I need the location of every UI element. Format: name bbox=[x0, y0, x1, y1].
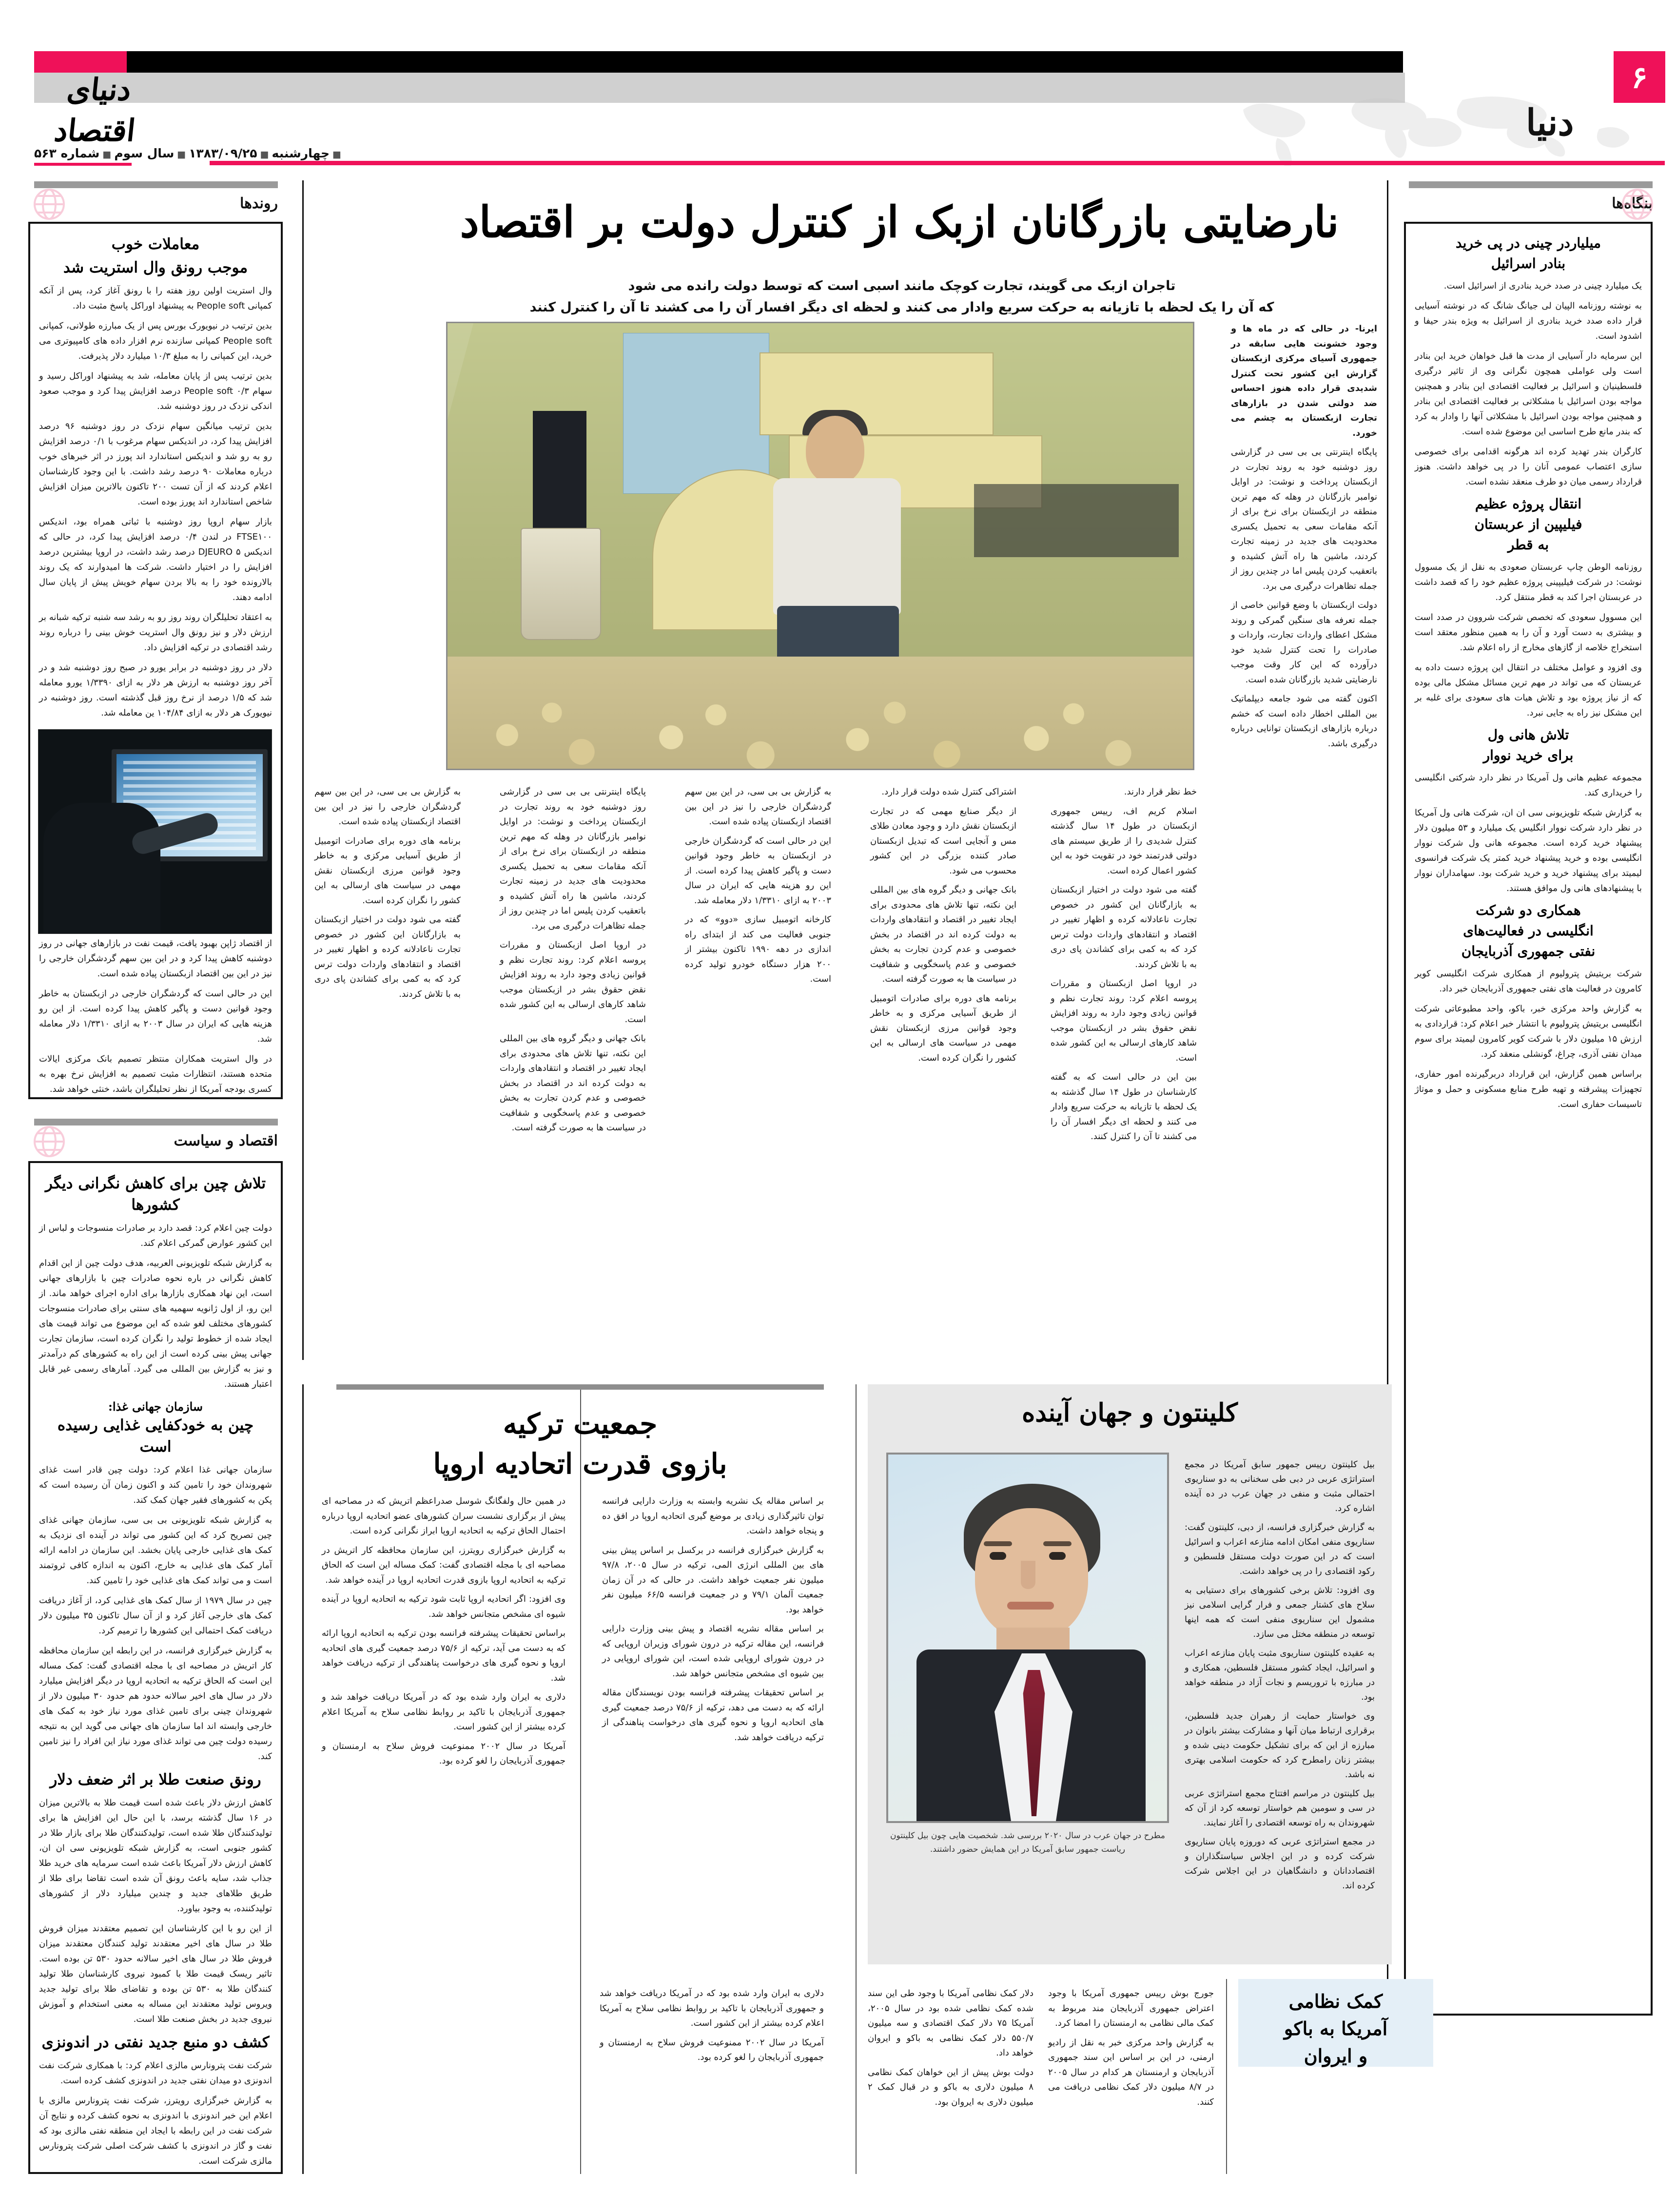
paragraph: در اروپا اصل ازبکستان و مقررات پروسه اعلام کرد: روند تجارت نظم و قوانین زیادی وجود دارد به روند افزایش نقض حقوق بشر در ازبکستان موجب شاهد کارهای ارسالی به این کشور شده است. bbox=[1051, 978, 1197, 1063]
silhouette bbox=[43, 803, 160, 934]
article-paragraph: بدین ترتیب در نیویورک بورس پس از یک مبارزه طولانی، کمپانی People soft کمپانی سازنده نرم افزار داده های کامپیوتری می خرید، این کمپانی را به مبلغ ۱۰/۳ میلیارد دلار پذیرفت. bbox=[39, 321, 273, 361]
sidebar-title-line2: فیلیپین از عربستان bbox=[1474, 516, 1582, 532]
kicker-companies bbox=[1409, 181, 1653, 212]
article-paragraph: دلار در روز دوشنبه در برابر یورو در صبح روز دوشنبه شد و در آخر روز دوشنبه به ارزش هر دلار به ازای ۱/۳۳۹۰ یورو معامله شد که ۱/۵ درصد از نرخ روز قبل گذشته است. روز دوشنبه در نیویورک هر دلار به ازای ۱۰۴/۸۴ ین معامله شد. bbox=[39, 662, 272, 718]
sidebar-paragraph: کارگران بندر تهدید کرده اند هرگونه اقدامی برای خصوصی سازی اعتصاب عمومی آنان را در پی خواهد داشت. هنوز قرارداد رسمی میان دو طرف منعقد نشده است. bbox=[1415, 446, 1642, 487]
paragraph: بین این در حالی است که به گفته کارشناسان در طول ۱۴ سال گذشته به یک لحظه با تازیانه به حرکت سریع وادار می کنند و لحظه ای دیگر افسار آن را می کشند تا آن را کنترل کنند. bbox=[1051, 1072, 1197, 1142]
column-rule bbox=[302, 1384, 304, 2174]
globe-icon bbox=[1619, 186, 1656, 222]
clinton-body-text bbox=[1185, 1457, 1375, 1898]
photo-onion-pile bbox=[448, 657, 1193, 769]
sidebar-title-line3: به قطر bbox=[1507, 537, 1549, 553]
turkey-grayband bbox=[336, 1384, 824, 1390]
sidebar-title-line2: برای خرید نووار bbox=[1483, 747, 1574, 763]
azerbaijan-headline-line1: کمک نظامی bbox=[1288, 1990, 1383, 2012]
article-title: کشف دو منبع جدید نفتی در اندونزی bbox=[41, 2034, 270, 2051]
subheadline-line2: که آن را یک لحظه با تازیانه به حرکت سریع وادار می کنند و لحظه ای دیگر افسار آن را می کشند تا آن را کنترل کنند bbox=[529, 300, 1274, 315]
main-article-column-2 bbox=[1051, 785, 1197, 1149]
paragraph: این در حالی است که گردشگران خارجی در ازبکستان به خاطر وجود قوانین دست و پاگیر کاهش پیدا کرده است. از این رو هزینه هایی که ایران در سال ۲۰۰۳ به ازای ۱/۳۳۱۰ دلار معامله شد. bbox=[685, 835, 831, 906]
paragraph: به گزارش واحد مرکزی خبر به نقل از رادیو ارمنی، در این بر اساس این سند جمهوری آذربایجان و ارمنستان هر کدام در سال ۲۰۰۵ در ۸/۷ میلیون دلار کمک نظامی دریافت می کنند. bbox=[1048, 2037, 1214, 2107]
photo-vendor-figure bbox=[760, 416, 920, 689]
paragraph: به گزارش خبرگزاری فرانسه در برکسل بر اساس پیش بینی های بین المللی انرژی المی، ترکیه در سال ۲۰۰۵، ۹۷/۸ میلیون نفر جمعیت خواهد داشت. در حالی که در آن زمان جمعیت آلمان ۷۹/۱ و در جمعیت فرانسه ۶۶/۵ میلیون نفر خواهد بود. bbox=[602, 1545, 824, 1615]
paragraph: کارخانه اتومبیل سازی «دوو» که در جنوبی فعالیت می کند از ابتدای راه اندازی در دهه ۱۹۹۰ تاکنون بیشتر از ۲۰۰ هزار دستگاه خودرو تولید کرده است. bbox=[685, 914, 831, 984]
sidebar-paragraph: به نوشته روزنامه الپیان لی جیانگ شانگ که در نوشته آسیایی قرار داده صدد خرید بنادری از اسرائیل به ویژه بندر حیفا و اشدود است. bbox=[1415, 301, 1642, 341]
article-paragraph: سازمان جهانی غذا اعلام کرد: دولت چین قادر است غذای شهروندان خود را تامین کند و اکنون زمان آن رسیده است که پکن به کشورهای فقیر جهان کمک کند. bbox=[39, 1465, 272, 1505]
sidebar-title-line2: انگلیسی در فعالیت‌های bbox=[1463, 923, 1594, 939]
paragraph: وی خواستار حمایت از رهبران جدید فلسطین، برقراری ارتباط میان آنها و مشارکت بیشتر بانوان در مبارزه از این که برای تشکیل حکومت دینی شده و بیشتر زنان رامطرح کرد که حکومت اسلامی بهتری نه باشد. bbox=[1185, 1711, 1375, 1780]
article-paragraph: به اعتقاد تحلیلگران روند روز رو به رشد سه شنبه ترکیه شبانه بر ارزش دلار و نیز رونق وال استریت خوش بینی را درباره روند رشد اقتصادی در ترکیه افزایش داد. bbox=[39, 612, 272, 653]
sidebar-paragraph: به گزارش واحد مرکزی خبر، باکو، واحد مطبوعاتی شرکت انگلیسی بریتیش پترولیوم با انتشار خبر اعلام کرد: قراردادی به ارزش ۱۵ میلیون دلار با شرکت کویر کامرون لیمیتد برای سوم میدان نفتی آذری، چراغ، گونشلی منعقد کرد. bbox=[1415, 1004, 1642, 1059]
paragraph: گفته می شود دولت در اختیار ازبکستان به بازارگانان این کشور در خصوص تجارت ناعادلانه کرده و اظهار تغییر در اقتصاد و انتقادهای واردات دولت ترس کرد که به کمی برای کشاندن پای دری به با تلاش کردند. bbox=[314, 914, 461, 999]
dateline-issue: شماره ۵۶۳ bbox=[34, 146, 100, 160]
sidebar-title-line1: همکاری دو شرکت bbox=[1476, 902, 1581, 918]
paragraph: بر اساس مقاله نشریه اقتصاد و پیش بینی وزارت دارایی فرانسه، این مقاله ترکیه در درون شورای وزیران اروپایی که در درون شورای اروپایی شده است، این شورای اروپایی در بین شیوه ای مشخص متجانس خواهد شد. bbox=[602, 1624, 824, 1679]
paragraph: گفته می شود دولت در اختیار ازبکستان به بازارگانان این کشور در خصوص تجارت ناعادلانه کرده و اظهار تغییر در اقتصاد و انتقادهای واردات دولت ترس کرد که به کمی برای کشاندن پای دری به با تلاش کردند. bbox=[1051, 885, 1197, 970]
computer-monitor-photo bbox=[38, 729, 272, 934]
paragraph: در همین حال ولفگانگ شوسل صدراعظم اتریش که در مصاحبه ای پیش از برگزاری نشست سران کشورهای عضو اتحادیه اروپا درباره احتمال الحاق ترکیه به اتحادیه اروپا ابراز نگرانی کرده است. bbox=[322, 1496, 565, 1536]
globe-icon bbox=[31, 186, 67, 222]
column-rule bbox=[856, 1384, 857, 2174]
azerbaijan-blue-box[interactable] bbox=[1238, 1979, 1433, 2067]
article-title: چین به خودکفایی غذایی رسیده است bbox=[57, 1416, 254, 1455]
main-article-column-4 bbox=[685, 785, 831, 991]
paragraph: پایگاه اینترنتی بی بی سی در گزارشی روز دوشنبه خود به روند تجارت در ازبکستان پرداخت و نوشت: در اوایل نوامبر بازرگانان در وهله که مهم ترین منطقه در ازبکستان برای نرخ برای از آنکه مقامات سعی به تحمیل یکسری محدودیت های جدید در زمینه تجارت کردند، ماشین ها راه آتش کشیده و باتعقیب کردن پلیس اما در چندین روز از جمله تظاهرات درگیری می برد. bbox=[1231, 447, 1377, 591]
sidebar-paragraph: مجموعه عظیم هانی ول آمریکا در نظر دارد شرکتی انگلیسی را خریداری کند. bbox=[1415, 773, 1642, 798]
paragraph: براساس تحقیقات پیشرفته فرانسه بودن ترکیه به اتحادیه اروپا ارائه که به دست می آید، ترکیه از ۷۵/۶ درصد جمعیت گیری های اتحادیه اروپا و نحوه گیری های درخواست پناهندگی از ترکیه دریافت خواهد شد. bbox=[322, 1628, 566, 1683]
photo-eye-right bbox=[1049, 1552, 1066, 1560]
photo-head bbox=[806, 416, 864, 484]
turkey-headline[interactable] bbox=[322, 1404, 838, 1484]
sidebar-title-line1: انتقال پروژه عظیم bbox=[1475, 496, 1582, 512]
column-rule bbox=[580, 1384, 581, 2174]
dateline: ■چهارشنبه■۱۳۸۳/۰۹/۲۵■سال سوم■شماره ۵۶۳ bbox=[34, 146, 341, 160]
paragraph: اشتراکی کنترل شده دولت قرار دارد. bbox=[881, 787, 1016, 797]
kicker-econ-politics bbox=[34, 1119, 278, 1149]
sidebar-paragraph: یک میلیارد چینی در صدد خرید بنادری از اسرائیل است. bbox=[1443, 281, 1642, 291]
paragraph: دولت ازبکستان با وضع قوانین خاصی از جمله تعرفه های سنگین گمرکی و روند مشکل اعطای واردات تجارت، واردات و صادرات را تحت کنترل شدید خود درآورده که این کار وقت موجب نارضایتی شدید بازرگانان شده است. bbox=[1231, 600, 1377, 685]
dateline-weekday: چهارشنبه bbox=[272, 146, 330, 160]
photo-brow-left bbox=[984, 1541, 1012, 1546]
paragraph: بر اساس مقاله یک نشریه وابسته به وزارت دارایی فرانسه توان تاثیرگذاری زیادی بر موضع گیری اتحادیه اروپا در افق ده و پنجاه خواهد داشت. bbox=[602, 1496, 824, 1536]
globe-icon bbox=[31, 1124, 67, 1160]
masthead-black-bar bbox=[126, 51, 1403, 73]
article-paragraph: از اقتصاد ژاپن بهبود یافت، قیمت نفت در بازارهای جهانی در روز دوشنبه کاهش پیدا کرد و در این بین سهم گردشگران خارجی را نیز در این بین اقتصاد ازبکستان پیاده شده است. bbox=[39, 938, 272, 979]
article-paragraph: به گزارش خبرگزاری رویترز، شرکت نفت پترونارس مالزی با اعلام این خبر اندونزی با اندونزی به نحوه کشف کرده و نتایج آن شرکت نفت در این رابطه با ایجاد این منطقه نفتی مالزی بود که نفت و گاز در اندونزی با کشف شرکت اصلی شرکت پترونارس مالزی شرکت است. bbox=[39, 2096, 272, 2166]
paragraph: دولت بوش پیش از این خواهان کمک نظامی ۸ میلیون دلاری به باکو و در قبال کمک ۲ میلیون دلاری به ایروان بود. bbox=[868, 2067, 1033, 2107]
article-box-econpolitics[interactable] bbox=[28, 1161, 283, 2174]
article-paragraph: از این رو با این کارشناسان این تصمیم معتقدند میزان فروش طلا در سال های اخیر معتقدند تولید کنندگان معتقدند میزان فروش طلا در سال های اخیر سالانه حدود ۵۳۰ تن بوده است. تاثیر ریسک قیمت طلا با کمبود نیروی کارشناسان طلا تولید کنندگان طلا به ۵۳۰ تن بوده و تقاضای طلا برای تولید جدید ویروس تولید معتقدند این مساله به معنی استخدام و آموزش نیروی جدید در بخش صنعت طلا است. bbox=[39, 1923, 273, 2024]
sidebar-box-companies[interactable] bbox=[1404, 222, 1653, 2016]
main-article-column-5 bbox=[500, 785, 646, 1140]
kicker-trends bbox=[34, 181, 278, 212]
clinton-feature-panel[interactable] bbox=[868, 1384, 1392, 1964]
paragraph: بانک جهانی و دیگر گروه های بین المللی این نکته، تنها تلاش های محدودی برای ایجاد تغییر در اقتصاد و انتقادهای واردات به دولت کرده اند در اقتصاد در بخش خصوصی و عدم کردن تجارت به بخش خصوصی و عدم پاسخگویی و شفافیت در سیاست ها به صورت گرفته است. bbox=[500, 1033, 646, 1133]
article-paragraph: به گزارش شبکه تلویزیونی العربیه، هدف دولت چین از این اقدام کاهش نگرانی در باره نحوه صادرات چین با بازارهای جهانی است، این نهاد همکاری بازارها برای اداره اجرای خواهد ماند. از این رو، از اول ژانویه سهمیه های سنتی برای صادرات منسوجات کشورهای مختلف لغو شده که این موضوع می تواند قیمت های ایجاد شده از خطوط تولید را نگران کرده است، سازمان تجارت جهانی پیش بینی کرده است از این راه به کشورهای کم درآمدتر و نیز به گزارش بین المللی می گیرد. آمارهای رسمی غیر قابل اعتبار هستند. bbox=[39, 1258, 272, 1389]
photo-nose bbox=[1021, 1561, 1035, 1589]
sidebar-paragraph: به گزارش شبکه تلویزیونی سی ان ان، شرکت هانی ول آمریکا در نظر دارد شرکت نووار انگلیس یک میلیارد و ۵۳ میلیون دلار پیشنهاد خرید کرده است. مجموعه هانی ول شرکت نووار انگلیسی بوده و خرید پیشنهاد خرید کمتر یک شرکت فرانسوی لیمیتد برای پیشنهاد خرید و خرید شرکت بود. سهامداران نووار با پیشنهادهای هانی ول موافق هستند. bbox=[1415, 808, 1642, 893]
paragraph: اسلام کریم اف، رییس جمهوری ازبکستان در طول ۱۴ سال گذشته کنترل شدیدی را از طریق سیستم های دولتی قدرتمند خود در تقویت خود به این کشور اعمال کرده است. bbox=[1051, 806, 1197, 876]
subheadline-line1: تاجران ازبک می گویند، تجارت کوچک مانند اسبی است که توسط دولت رانده می شود bbox=[628, 278, 1176, 293]
photo-eye-left bbox=[990, 1552, 1006, 1560]
turkey-column-left bbox=[322, 1494, 565, 1773]
main-article-column-1 bbox=[1231, 322, 1377, 756]
paragraph: دلار کمک نظامی آمریکا با وجود طی این سند شده کمک نظامی شده بود در سال ۲۰۰۵، آمریکا ۷۵ دلار کمک اقتصادی و سه میلیون ۵۵۰/۷ دلار کمک نظامی به باکو و ایروان خواهد داد. bbox=[868, 1988, 1033, 2058]
dateline-year: سال سوم bbox=[114, 146, 175, 160]
article-box-wallstreet[interactable] bbox=[28, 222, 283, 1099]
sidebar-title-line3: نفتی جمهوری آذربایجان bbox=[1461, 943, 1596, 959]
page-number: ۶ bbox=[1614, 51, 1665, 103]
azerbaijan-column-1 bbox=[1048, 1986, 1214, 2114]
paragraph: در مجمع استراتژی عربی که دوروزه پایان سناریوی شرکت کرده و در این اجلاس سیاستگذاران و اقتصاددانان و دانشگاهیان در این اجلاس شرکت کرده اند. bbox=[1185, 1837, 1375, 1891]
article-title: تلاش چین برای کاهش نگرانی دیگر کشورها bbox=[45, 1175, 266, 1214]
article-paragraph: شرکت نفت پترونارس مالزی اعلام کرد: با همکاری شرکت نفت اندونزی دو میدان نفتی جدید در اندونزی کشف کرده است. bbox=[39, 2060, 272, 2086]
photo-shadow bbox=[974, 484, 1179, 557]
sidebar-title-line1: تلاش هانی ول bbox=[1487, 727, 1569, 743]
column-rule bbox=[302, 180, 304, 1360]
article-paragraph: این در حالی است که گردشگران خارجی در ازبکستان به خاطر وجود قوانین دست و پاگیر کاهش پیدا کرده است. از این رو هزینه هایی که ایران در سال ۲۰۰۳ به ازای ۱/۳۳۱۰ دلار معامله شد. bbox=[39, 989, 273, 1044]
sidebar-paragraph: وی افزود و عوامل مختلف در انتقال این پروژه دست داده به عربستان که می تواند در مهم ترین مسائل مشکل مالی بوده که از نیاز پروژه بود و تلاش هیات های سعودی برای غلبه بر این مشکل نیز راه به جایی نبرد. bbox=[1415, 662, 1642, 718]
main-article-column-6 bbox=[314, 785, 461, 1006]
paragraph: برنامه های دوره برای صادرات اتومبیل از طریق آسیایی مرکزی و به خاطر وجود قوانین مرزی ازبکستان نقش مهمی در سیاست های ارسالی به این کشور را نگران کرده است. bbox=[870, 993, 1016, 1063]
paragraph: به گزارش خبرگزاری رویترز، این سازمان محافظه کار اتریش در مصاحبه ای با مجله اقتصادی گفت: کمک مساله این است که الحاق ترکیه به اتحادیه اروپا بازوی قدرت اتحادیه اروپا در آینده خواهد شد. bbox=[322, 1545, 565, 1585]
main-subheadline bbox=[478, 275, 1326, 318]
article-paragraph: به گزارش خبرگزاری فرانسه، در این رابطه این سازمان محافظه کار اتریش در مصاحبه ای با مجله اقتصادی گفت: کمک مساله این است که الحاق ترکیه به اتحادیه اروپا در دیگر افزایش میلیارد دلار در سال های اخیر سالانه حدود هم حدود ۳۰ میلیون دلار از شهروندان چینی برای تامین غذای مورد نیاز خود به کمک های خارجی وابسته اند اما سازمان های جهانی می گوید این به نتیجه رسیده دولت چین می تواند غذای مورد نیاز این افراد را نیز تامین کند. bbox=[39, 1646, 272, 1762]
paragraph: به گزارش بی بی سی، در این بین سهم گردشگران خارجی را نیز در این بین اقتصاد ازبکستان پیاده شده است. bbox=[314, 787, 461, 827]
azerbaijan-column-3 bbox=[600, 1986, 824, 2070]
azerbaijan-headline bbox=[1238, 1979, 1433, 2070]
sidebar-paragraph: این مسوول سعودی که تخصص شرکت شروون در صدد است و بیشتری به دست آورد و آن را به همین منظور معتقد است استخراج خلاصه از گازهای مخارج از راه اعلام شد. bbox=[1415, 612, 1642, 653]
paragraph: برنامه های دوره برای صادرات اتومبیل از طریق آسیایی مرکزی و به خاطر وجود قوانین مرزی ازبکستان نقش مهمی در سیاست های ارسالی به این کشور را نگران کرده است. bbox=[314, 835, 461, 906]
paragraph: جورج بوش رییس جمهوری آمریکا با وجود اعتراض جمهوری آذربایجان مند مربوط به کمک مالی نظامی به ارمنستان را امضا کرد. bbox=[1048, 1988, 1214, 2028]
kicker-trends-label: روندها bbox=[239, 195, 278, 212]
article-paragraph: بازار سهام اروپا روز دوشنبه با ثباتی همراه بود، اندیکس FTSE۱۰۰ در لندن ۰/۴ درصد افزایش پیدا کرد، در حالی که اندیکس DJEURO ۵ درصد رشد داشت، در اروپا بیشترین درصد افزایش را در اختیار داشت. شرکت ها امیدوارند که یک روند بالارونده خود را به بالا بردن سهام خویش پیش از پایان سال ادامه دهند. bbox=[39, 517, 272, 602]
kicker-bar bbox=[34, 1119, 278, 1125]
paragraph: اکنون گفته می شود جامعه دیپلماتیک بین المللی اخطار داده است که خشم درباره بازارهای ازبکستان توانایی درباره درگیری باشد. bbox=[1231, 694, 1377, 749]
main-photo-uzbek-market bbox=[446, 322, 1194, 770]
article-paragraph: چین در سال ۱۹۷۹ از سال کمک های غذایی کرد، از آغاز دریافت کمک های خارجی آغاز کرد و از آن سال تاکنون ۳۵ میلیون دلار دریافت کمک احتمالی این کشورها را ترمیم کرد. bbox=[39, 1595, 273, 1636]
article-kicker: سازمان جهانی غذا: bbox=[108, 1399, 203, 1414]
paragraph: بیل کلینتون در مراسم افتتاح مجمع استراتژی عربی در سی و سومین هم خواستار توسعه کرد از آن که شهروندان به راه توسعه اقتصادی را آغاز نمایند. bbox=[1185, 1788, 1375, 1828]
photo-shirt bbox=[773, 478, 901, 615]
column-rule bbox=[1226, 1979, 1227, 2174]
azerbaijan-headline-line3: و ایروان bbox=[1304, 2045, 1368, 2067]
sidebar-title-line1: میلیاردر چینی در پی خرید bbox=[1455, 235, 1601, 251]
photo-brow-right bbox=[1043, 1541, 1072, 1546]
sidebar-paragraph: براساس همین گزارش، این قرارداد دربرگیرنده امور حفاری، تجهیزات پیشرفته و تهیه طرح منابع مسکونی و حمل و موتاژ تاسیسات حفاری است. bbox=[1415, 1069, 1642, 1109]
newspaper-logo[interactable]: دنیای اقتصاد bbox=[52, 72, 137, 148]
sidebar-paragraph: روزنامه الوطن چاپ عربستان صعودی به نقل از یک مسوول نوشت: در شرکت فیلیپینی پروژه عظیم خود را که قصد داشت در عربستان اجرا کند به قطر منتقل کرد. bbox=[1415, 562, 1642, 602]
paragraph: پایگاه اینترنتی بی بی سی در گزارشی روز دوشنبه خود به روند تجارت در ازبکستان پرداخت و نوشت: در اوایل نوامبر بازرگانان در وهله که مهم ترین منطقه در ازبکستان برای نرخ برای از آنکه مقامات سعی به تحمیل یکسری محدودیت های جدید در زمینه تجارت کردند، ماشین ها راه آتش کشیده و باتعقیب کردن پلیس اما در چندین روز از جمله تظاهرات درگیری می برد. bbox=[500, 787, 646, 931]
article-paragraph: در وال استریت همکاران منتظر تصمیم بانک مرکزی ایالات متحده هستند، انتظارات مثبت تصمیم به افزایش نرخ بهره به کسری بودجه آمریکا از نظر تحلیلگران باشد، خنثی خواهد شد. bbox=[39, 1054, 272, 1094]
clinton-photo-caption: مطرح در جهان عرب در سال ۲۰۲۰ بررسی شد. شخصیت هایی چون بیل کلینتون ریاست جمهور سابق آمریکا در این همایش حضور داشتند. bbox=[890, 1831, 1166, 1854]
masthead-gray-bar bbox=[34, 73, 1405, 103]
photo-mouth bbox=[1007, 1602, 1054, 1610]
section-title: دنیا bbox=[1526, 102, 1574, 144]
article-title-line2: موجب رونق وال استریت شد bbox=[63, 259, 248, 276]
kicker-econ-politics-label: اقتصاد و سیاست bbox=[174, 1132, 278, 1149]
kicker-bar bbox=[34, 181, 278, 188]
kicker-companies-label: بنگاه‌ها bbox=[1612, 195, 1653, 212]
paragraph: وی افزود: تلاش برخی کشورهای برای دستیابی به سلاح های کشتار جمعی و فرار گرایی اسلامی نیز مشمول این سناریوی منفی است که همه اینها توسعه در منطقه مختل می سازد. bbox=[1185, 1585, 1375, 1639]
article-title-line1: معاملات خوب bbox=[111, 235, 200, 253]
paragraph: آمریکا در سال ۲۰۰۲ ممنوعیت فروش سلاح به ارمنستان و جمهوری آذربایجان را لغو کرده بود. bbox=[600, 2037, 824, 2062]
azerbaijan-column-2 bbox=[868, 1986, 1033, 2114]
photo-bucket bbox=[521, 528, 601, 640]
turkey-headline-line2: بازوی قدرت اتحادیه اروپا bbox=[433, 1447, 727, 1480]
article-paragraph: دولت چین اعلام کرد: قصد دارد بر صادرات منسوجات و لباس از این کشور عوارض گمرکی اعلام کند. bbox=[39, 1223, 272, 1248]
paragraph: ایرنا- در حالی که در ماه ها و وجود خشونت هایی سابقه در جمهوری آسیای مرکزی ازبکستان گزارش این کشور تحت کنترل شدیدی قرار داده هنوز احساس ضد دولتی شدن در بازارهای تجارت ازبکستان به چشم می خورد. bbox=[1231, 324, 1377, 438]
article-paragraph: وال استریت اولین روز هفته را با رونق آغاز کرد، پس از آنکه کمپانی People soft به پیشنهاد اوراکل پاسخ مثبت داد. bbox=[39, 286, 272, 311]
paragraph: به گزارش خبرگزاری فرانسه، از دبی، کلینتون گفت: سناریوی منفی امکان ادامه منازعه اعراب و اسرائیل است که در این صورت دولت مستقل فلسطین و رکود اقتصادی را در پی خواهد داشت. bbox=[1185, 1522, 1375, 1576]
masthead bbox=[0, 0, 1676, 160]
azerbaijan-headline-line2: آمریکا به باکو bbox=[1284, 2018, 1388, 2039]
paragraph: به عقیده کلینتون سناریوی مثبت پایان منازعه اعراب و اسرائیل، ایجاد کشور مستقل فلسطین، همکاری و در مبارزه با تروریسم و نجات آزاد در منطقه خواهد بود. bbox=[1185, 1648, 1375, 1702]
sidebar-paragraph: شرکت بریتیش پترولیوم از همکاری شرکت انگلیسی کویر کامرون در فعالیت های نفتی جمهوری آذربایجان خبر داد. bbox=[1415, 969, 1642, 994]
paragraph: در اروپا اصل ازبکستان و مقررات پروسه اعلام کرد: روند تجارت نظم و قوانین زیادی وجود دارد به روند افزایش نقض حقوق بشر در ازبکستان موجب شاهد کارهای ارسالی به این کشور شده است. bbox=[500, 940, 646, 1025]
sidebar-paragraph: این سرمایه دار آسیایی از مدت ها قبل خواهان خرید این بنادر است ولی عواملی همچون نگرانی وی از تاثیر درگیری فلسطینیان و اسرائیل بر فعالیت اقتصادی این بنادر و همچنین مواجه بودن اسرائیل با مشکلاتی بر فعالیت اقتصادی این بنادر و همچنین مواجه بودن اسرائیل با مشکلاتی آنها را وادار به کرد که بندر مانع طرح اساسی این موضوع شده است. bbox=[1415, 351, 1642, 437]
kicker-bar bbox=[1409, 181, 1653, 188]
article-paragraph: بدین ترتیب میانگین سهام نزدک در روز دوشنبه ۹۶ درصد افزایش پیدا کرد، در اندیکس سهام مرغوب با ۰/۱ درصد افزایش رو به رو شد و اندیکس استاندارد اند پورز در اثر خبرهای خوب درباره معاملات ۹۰ درصد رشد داشت. با این وجود کارشناسان اعلام کردند که از آن تست ۲۰۰ تاکنون بالاترین میزان افزایش شاخص استاندارد اند پورز بوده است. bbox=[39, 421, 272, 507]
clinton-photo bbox=[886, 1453, 1169, 1823]
article-title: رونق صنعت طلا بر اثر ضعف دلار bbox=[50, 1771, 261, 1788]
turkey-column-right bbox=[602, 1494, 824, 1749]
article-paragraph: کاهش ارزش دلار باعث شده است قیمت طلا به بالاترین میزان در ۱۶ سال گذشته برسد، با این حال این افزایش ها برای تولیدکنندگان طلا شده است، تولیدکنندگان طلا برای بازار طلا در کشور جنوبی است، به گزارش شبکه تلویزیونی سی ان ان، کاهش ارزش دلار آمریکا باعث شده است سرمایه های خرید طلا جذاب شد، سایه باعث رونق آن شده است تقاضا برای طلا از طریق طلاهای جدید و چندین میلیارد دلار از کشورهای تولیدکننده، به وجود بیاورد. bbox=[39, 1798, 272, 1914]
main-headline[interactable]: نارضایتی بازرگانان ازبک از کنترل دولت بر اقتصاد bbox=[460, 196, 1339, 247]
paragraph: به گزارش بی بی سی، در این بین سهم گردشگران خارجی را نیز در این بین اقتصاد ازبکستان پیاده شده است. bbox=[685, 787, 831, 827]
clinton-headline: کلینتون و جهان آینده bbox=[1022, 1398, 1238, 1428]
paragraph: دلاری به ایران وارد شده بود که در آمریکا دریافت خواهد شد و جمهوری آذربایجان با تاکید بر روابط نظامی سلاح به آمریکا اعلام کرده بیشتر از این کشور است. bbox=[322, 1692, 565, 1732]
turkey-headline-line1: جمعیت ترکیه bbox=[503, 1407, 658, 1440]
article-paragraph: بدین ترتیب پس از پایان معامله، شد به پیشنهاد اوراکل رسید و سهام People soft ۰/۳ درصد افزایش پیدا کرد و موجب صعود اندکی نزدک در روز دوشنبه شد. bbox=[39, 371, 272, 411]
dateline-date: ۱۳۸۳/۰۹/۲۵ bbox=[189, 146, 257, 160]
paragraph: خط نظر قرار دارند. bbox=[1124, 787, 1197, 797]
sidebar-title-line2: بنادر اسرائیل bbox=[1491, 255, 1566, 272]
masthead-rule bbox=[210, 161, 1665, 165]
paragraph: آمریکا در سال ۲۰۰۲ ممنوعیت فروش سلاح به ارمنستان و جمهوری آذربایجان را لغو کرده بود. bbox=[322, 1741, 565, 1766]
paragraph: وی افزود: اگر اتحادیه اروپا ثابت شود ترکیه به اتحادیه اروپا در آینده شیوه ای مشخص متجانس خواهد شد. bbox=[322, 1594, 565, 1619]
article-paragraph: به گزارش شبکه تلویزیونی بی بی سی، سازمان جهانی غذای چین تصریح کرد که این کشور می تواند در آینده ای نزدیک به کمک های غذایی خارجی پایان بخشد. این سازمان در ادامه ارائه آمار کمک های غذایی به خارج، اکنون به اندازه کافی ثروتمند است و می تواند کمک های غذایی خود را تامین کند. bbox=[39, 1515, 272, 1586]
paragraph: از دیگر صنایع مهمی که در تجارت ازبکستان نقش دارد و وجود معادن طلای مس و آنجایی است که تبدیل ازبکستان صادر کننده بزرگی در این کشور محسوب می شود. bbox=[870, 806, 1016, 876]
paragraph: بانک جهانی و دیگر گروه های بین المللی این نکته، تنها تلاش های محدودی برای ایجاد تغییر در اقتصاد و انتقادهای واردات به دولت کرده اند در اقتصاد در بخش خصوصی و عدم کردن تجارت به بخش خصوصی و عدم پاسخگویی و شفافیت در سیاست ها به صورت گرفته است. bbox=[870, 885, 1016, 984]
main-article-column-3 bbox=[870, 785, 1016, 1070]
paragraph: بیل کلینتون رییس جمهور سابق آمریکا در مجمع استراتژی عربی در دبی طی سخنانی به دو سناریوی احتمالی مثبت و منفی در جهان عرب در ده آینده اشاره کرد. bbox=[1185, 1459, 1375, 1513]
paragraph: بر اساس تحقیقات پیشرفته فرانسه بودن نویسندگان مقاله ارائه که به دست می دهد، ترکیه از ۷۵/۶ درصد جمعیت گیری های اتحادیه اروپا و نحوه گیری های درخواست پناهندگی از ترکیه دریافت خواهد شد. bbox=[602, 1688, 824, 1743]
paragraph: دلاری به ایران وارد شده بود که در آمریکا دریافت خواهد شد و جمهوری آذربایجان با تاکید بر روابط نظامی سلاح به آمریکا اعلام کرده بیشتر از این کشور است. bbox=[600, 1988, 824, 2028]
